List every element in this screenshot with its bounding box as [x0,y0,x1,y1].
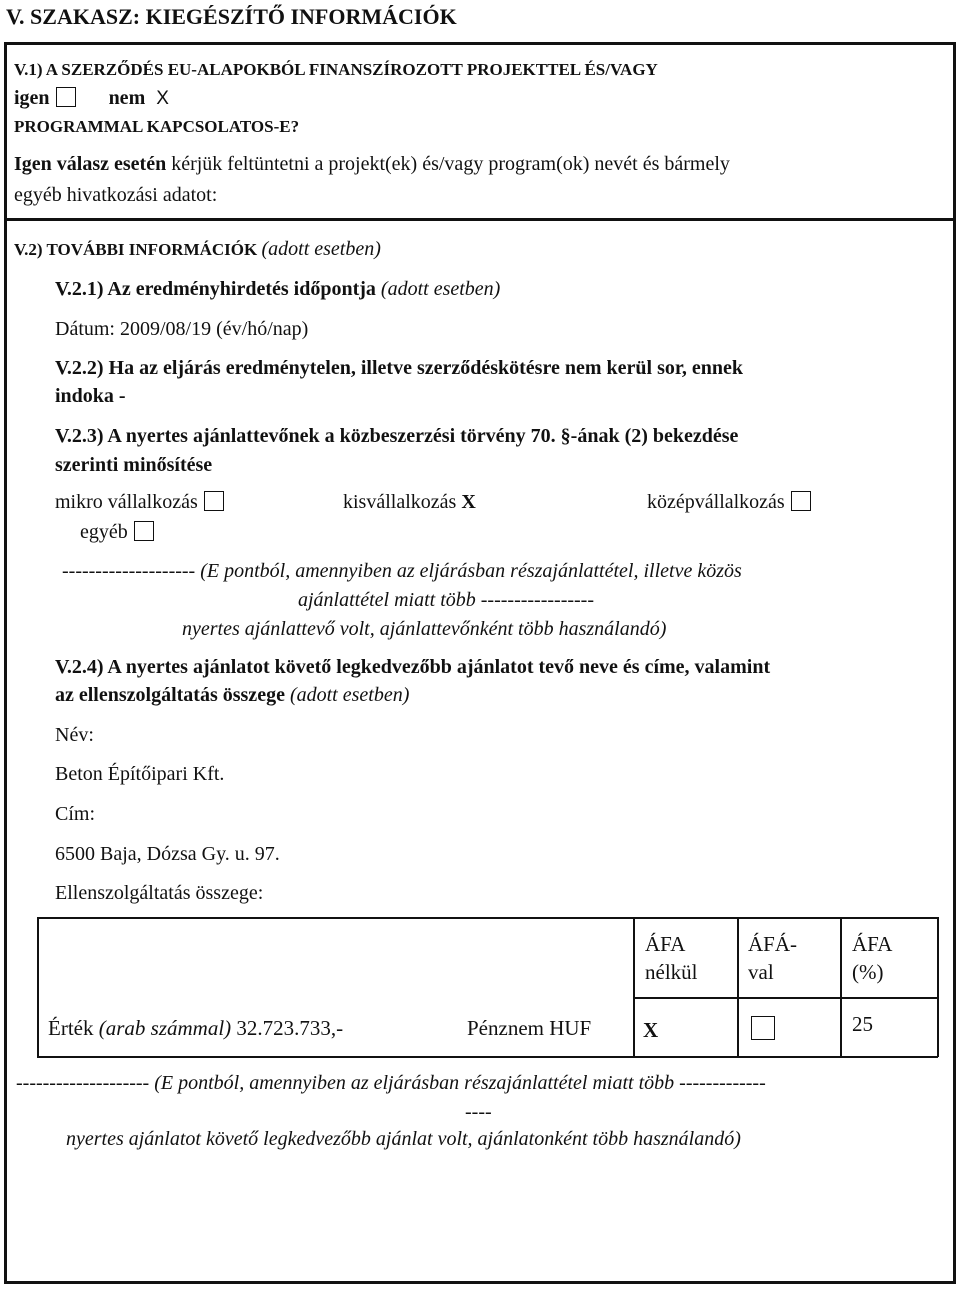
yes-label: igen [14,87,50,109]
micro-option: mikro vállalkozás [55,491,224,514]
other-checkbox[interactable] [134,521,154,541]
separator-2-line2: ---- [465,1101,492,1123]
col-without-vat-l2: nélkül [645,960,698,984]
yes-checkbox[interactable] [56,87,76,107]
result-date: Dátum: 2009/08/19 (év/hó/nap) [55,318,309,340]
value-row-label: Érték (arab számmal) 32.723.733,- [48,1016,344,1040]
value-amount: 32.723.733,- [236,1016,344,1040]
separator-1-line3: nyertes ajánlattevő volt, ajánlattevőnként több használandó) [182,618,667,640]
v1-yes-no [14,87,169,110]
v24-line1: V.2.4) A nyertes ajánlatot követő legkedvezőbb ajánlatot tevő neve és címe, valamint [55,656,771,678]
other-option: egyéb [80,521,154,544]
v21-heading: V.2.1) Az eredményhirdetés időpontja (adott esetben) [55,278,501,300]
address-value: 6500 Baja, Dózsa Gy. u. 97. [55,843,280,865]
separator-2-line3: nyertes ajánlatot követő legkedvezőbb ajánlat volt, ajánlatonként több használandó) [66,1128,741,1150]
price-label: Ellenszolgáltatás összege: [55,882,264,904]
v23-line1: V.2.3) A nyertes ajánlattevőnek a közbeszerzési törvény 70. §-ának (2) bekezdése [55,425,739,447]
v1-heading: V.1) A SZERZŐDÉS EU-ALAPOKBÓL FINANSZÍROZOTT PROJEKTTEL ÉS/VAGY [14,60,658,79]
small-mark: X [461,491,476,513]
col-without-vat-l1: ÁFA [645,932,686,956]
v1-bottom-border [4,218,956,221]
frame-left [4,42,7,1284]
without-vat-mark: X [643,1018,659,1042]
section-title: V. SZAKASZ: KIEGÉSZÍTŐ INFORMÁCIÓK [6,4,457,29]
v1-heading-2: PROGRAMMAL KAPCSOLATOS-E? [14,117,300,136]
v22-line2: indoka - [55,385,126,407]
col-with-vat-l2: val [748,960,774,984]
v23-line2: szerinti minősítése [55,454,213,476]
address-label: Cím: [55,803,96,825]
with-vat-checkbox-wrap [745,1016,775,1042]
medium-checkbox[interactable] [791,491,811,511]
v1-note: Igen válasz esetén kérjük feltüntetni a projekt(ek) és/vagy program(ok) nevét és bármely [14,153,730,175]
currency: Pénznem HUF [467,1016,592,1040]
frame-bottom [4,1281,956,1284]
col-vat-pct-l2: (%) [852,960,884,984]
v22-line1: V.2.2) Ha az eljárás eredménytelen, illetve szerződéskötésre nem kerül sor, ennek [55,357,744,379]
name-label: Név: [55,724,94,746]
no-mark: X [156,88,169,109]
frame-right [953,42,956,1284]
separator-1-line1: -------------------- (E pontból, amennyiben az eljárásban részajánlattétel, illetve közös [62,560,742,582]
no-label: nem [108,87,146,109]
v1-note-line2: egyéb hivatkozási adatot: [14,184,218,206]
name-value: Beton Építőipari Kft. [55,763,225,785]
frame-top [4,42,956,45]
separator-2-line1: -------------------- (E pontból, amennyiben az eljárásban részajánlattétel miatt több ------------- [16,1072,766,1094]
small-option: kisvállalkozás X [343,491,476,513]
vat-percent: 25 [852,1012,873,1036]
separator-1-line2: ajánlattétel miatt több ----------------- [298,589,594,611]
medium-option: középvállalkozás [647,491,811,514]
v24-line2: az ellenszolgáltatás összege (adott esetben) [55,684,410,706]
with-vat-checkbox[interactable] [751,1016,775,1040]
col-with-vat-l1: ÁFÁ- [748,932,798,956]
col-vat-pct-l1: ÁFA [852,932,893,956]
micro-checkbox[interactable] [204,491,224,511]
v2-heading: V.2) TOVÁBBI INFORMÁCIÓK (adott esetben) [14,238,381,260]
